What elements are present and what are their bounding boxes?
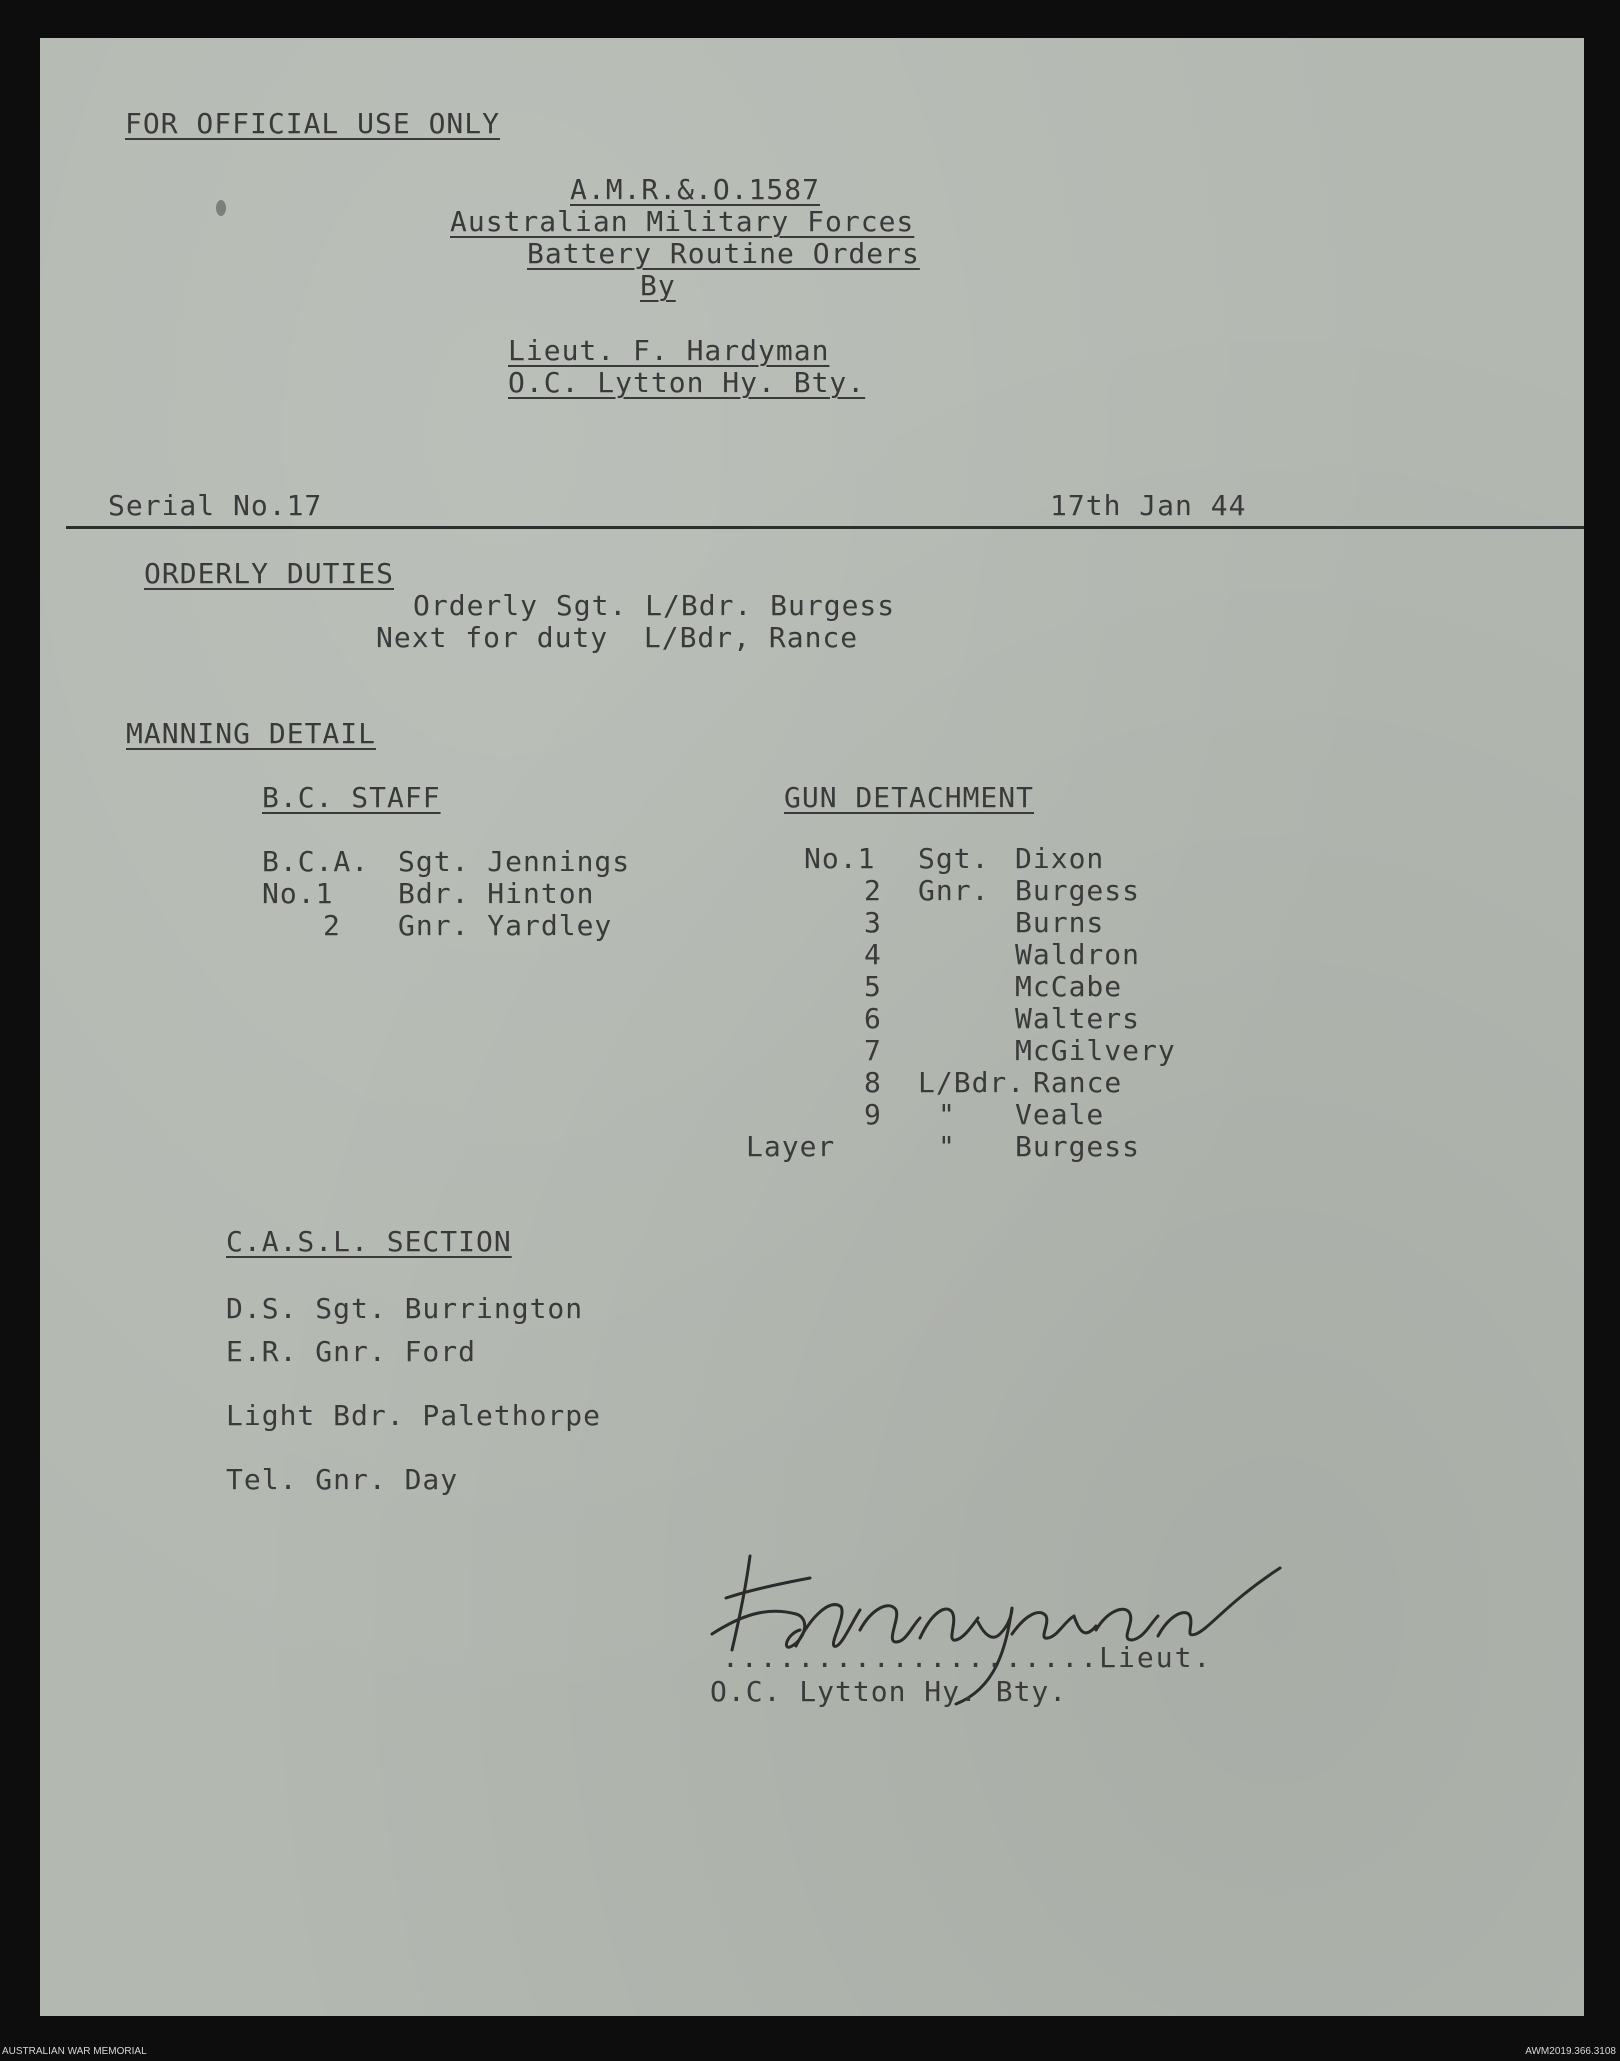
gun-detachment-name: McGilvery [1015, 1034, 1176, 1067]
next-for-duty-line: Next for duty L/Bdr, Rance [376, 621, 859, 654]
gun-detachment-name: Walters [1015, 1002, 1141, 1035]
gun-detachment-no: Layer [746, 1130, 836, 1163]
signature-stroke [1096, 1609, 1158, 1640]
gun-detachment-name: Burgess [1015, 1130, 1141, 1163]
bc-staff-role: B.C.A. [262, 845, 370, 878]
classification-label: FOR OFFICIAL USE ONLY [125, 107, 501, 140]
gun-detachment-heading: GUN DETACHMENT [784, 781, 1035, 814]
casl-section-row: E.R. Gnr. Ford [226, 1335, 477, 1368]
casl-section-row: Tel. Gnr. Day [226, 1463, 459, 1496]
bc-staff-name: Bdr. Hinton [398, 877, 595, 910]
casl-section-row: Light Bdr. Palethorpe [226, 1399, 602, 1432]
casl-section-heading: C.A.S.L. SECTION [226, 1225, 512, 1258]
casl-section-row: D.S. Sgt. Burrington [226, 1292, 584, 1325]
gun-detachment-name: Waldron [1015, 938, 1141, 971]
gun-detachment-rank: Gnr. [918, 874, 990, 907]
gun-detachment-rank: " [938, 1130, 956, 1163]
gun-detachment-rank: Sgt. [918, 842, 990, 875]
signature-stroke [726, 1578, 810, 1598]
signature-line: ....................Lieut. [722, 1641, 1213, 1674]
gun-detachment-no: 9 [864, 1098, 882, 1131]
serial-number: Serial No.17 [108, 489, 323, 522]
gun-detachment-name: Dixon [1015, 842, 1105, 875]
gun-detachment-name: McCabe [1015, 970, 1123, 1003]
gun-detachment-no: 4 [864, 938, 882, 971]
footer-institution: AUSTRALIAN WAR MEMORIAL [2, 2046, 147, 2057]
signature-unit: O.C. Lytton Hy. Bty. [710, 1675, 1068, 1708]
bc-staff-heading: B.C. STAFF [262, 781, 441, 814]
signature-stroke [920, 1609, 978, 1640]
gun-detachment-rank: " [938, 1098, 956, 1131]
gun-detachment-no: 2 [864, 874, 882, 907]
order-date: 17th Jan 44 [1050, 489, 1247, 522]
document-paper [40, 38, 1584, 2016]
orders-title: Battery Routine Orders [527, 237, 920, 270]
bc-staff-name: Sgt. Jennings [398, 845, 631, 878]
signature-stroke [732, 1556, 750, 1650]
gun-detachment-name: Burns [1015, 906, 1105, 939]
signature-text: FHardyman [700, 1538, 706, 1539]
bc-staff-role: 2 [323, 909, 341, 942]
bc-staff-name: Gnr. Yardley [398, 909, 613, 942]
signature-stroke [1158, 1568, 1280, 1636]
officer-unit: O.C. Lytton Hy. Bty. [508, 366, 866, 399]
gun-detachment-no: 3 [864, 906, 882, 939]
manning-detail-heading: MANNING DETAIL [126, 717, 377, 750]
gun-detachment-no: 6 [864, 1002, 882, 1035]
order-reference: A.M.R.&.O.1587 [570, 173, 821, 206]
gun-detachment-name: Veale [1015, 1098, 1105, 1131]
gun-detachment-name: Burgess [1015, 874, 1141, 907]
orderly-sergeant-line: Orderly Sgt. L/Bdr. Burgess [413, 589, 896, 622]
org-name: Australian Military Forces [450, 205, 915, 238]
footer-accession-number: AWM2019.366.3108 [1525, 2046, 1616, 2057]
bc-staff-role: No.1 [262, 877, 334, 910]
gun-detachment-name: Rance [1033, 1066, 1123, 1099]
orderly-duties-heading: ORDERLY DUTIES [144, 557, 395, 590]
gun-detachment-no: 5 [864, 970, 882, 1003]
officer-name: Lieut. F. Hardyman [508, 334, 830, 367]
signature-stroke [860, 1606, 920, 1642]
header-rule [66, 526, 1584, 529]
gun-detachment-rank: L/Bdr. [918, 1066, 1026, 1099]
signature-stroke [1012, 1613, 1096, 1639]
gun-detachment-no: No.1 [804, 842, 876, 875]
gun-detachment-no: 7 [864, 1034, 882, 1067]
by-label: By [640, 269, 676, 302]
ink-smudge [216, 200, 226, 216]
gun-detachment-no: 8 [864, 1066, 882, 1099]
